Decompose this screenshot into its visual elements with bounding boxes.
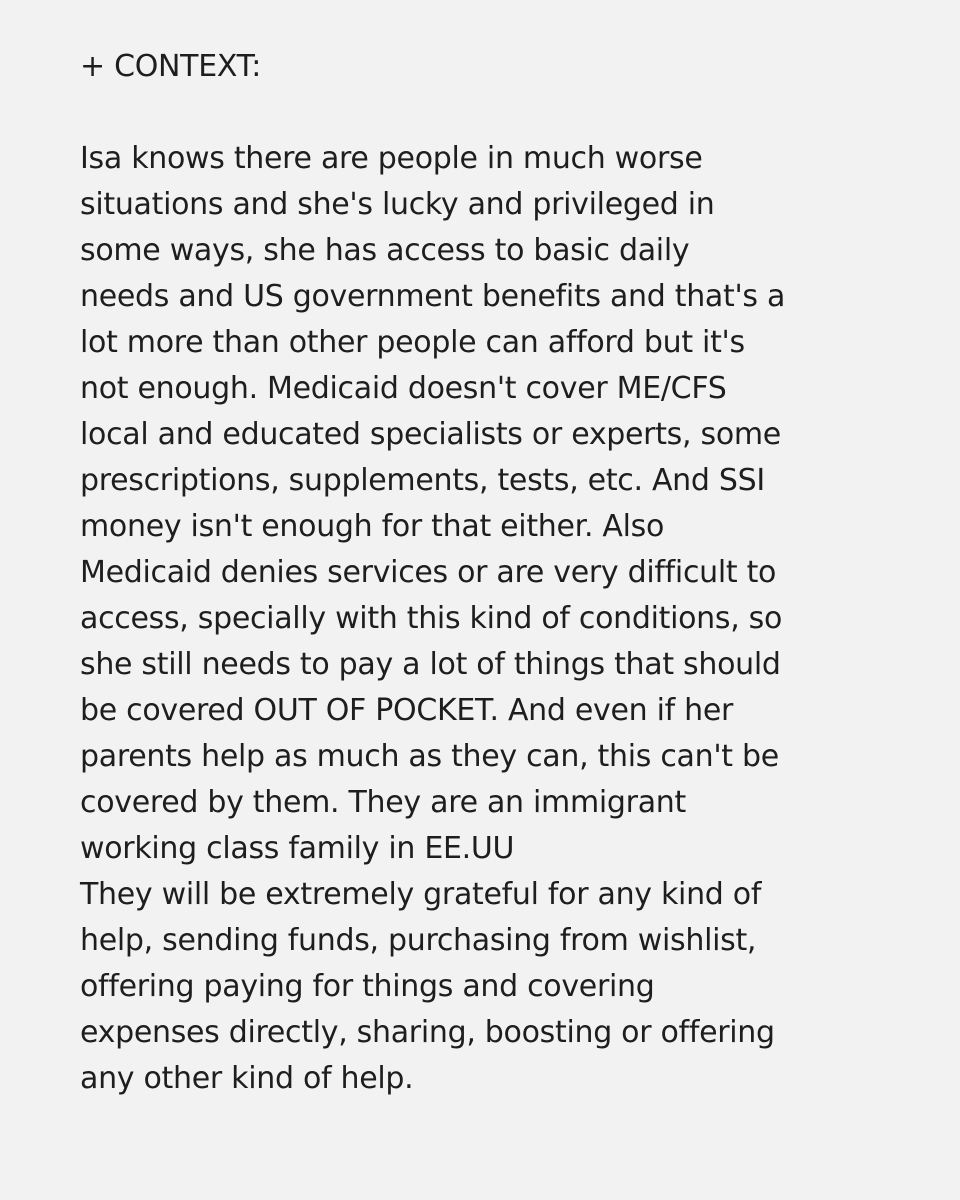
body-line: lot more than other people can afford but it's (80, 325, 745, 360)
body-line: money isn't enough for that either. Also (80, 509, 665, 544)
body-line: They will be extremely grateful for any kind of (80, 877, 762, 912)
body-line: expenses directly, sharing, boosting or offering (80, 1015, 775, 1050)
heading-spacer (80, 90, 900, 136)
body-line: offering paying for things and covering (80, 969, 655, 1004)
body-line: local and educated specialists or experts, some (80, 417, 781, 452)
body-line: parents help as much as they can, this can't be (80, 739, 779, 774)
body-line: prescriptions, supplements, tests, etc. And SSI (80, 463, 765, 498)
body-line: help, sending funds, purchasing from wishlist, (80, 923, 757, 958)
context-heading: + CONTEXT: (80, 49, 262, 84)
body-line: access, specially with this kind of conditions, so (80, 601, 783, 636)
body-line: Medicaid denies services or are very difficult to (80, 555, 777, 590)
body-line: situations and she's lucky and privileged in (80, 187, 715, 222)
body-line: any other kind of help. (80, 1061, 414, 1096)
body-line: not enough. Medicaid doesn't cover ME/CFS (80, 371, 727, 406)
body-line: she still needs to pay a lot of things that should (80, 647, 781, 682)
body-line: needs and US government benefits and that's a (80, 279, 786, 314)
body-line: be covered OUT OF POCKET. And even if her (80, 693, 734, 728)
context-document (80, 44, 900, 1102)
body-line: working class family in EE.UU (80, 831, 515, 866)
body-line: Isa knows there are people in much worse (80, 141, 703, 176)
body-line: some ways, she has access to basic daily (80, 233, 690, 268)
body-line: covered by them. They are an immigrant (80, 785, 686, 820)
context-body (80, 136, 900, 1102)
